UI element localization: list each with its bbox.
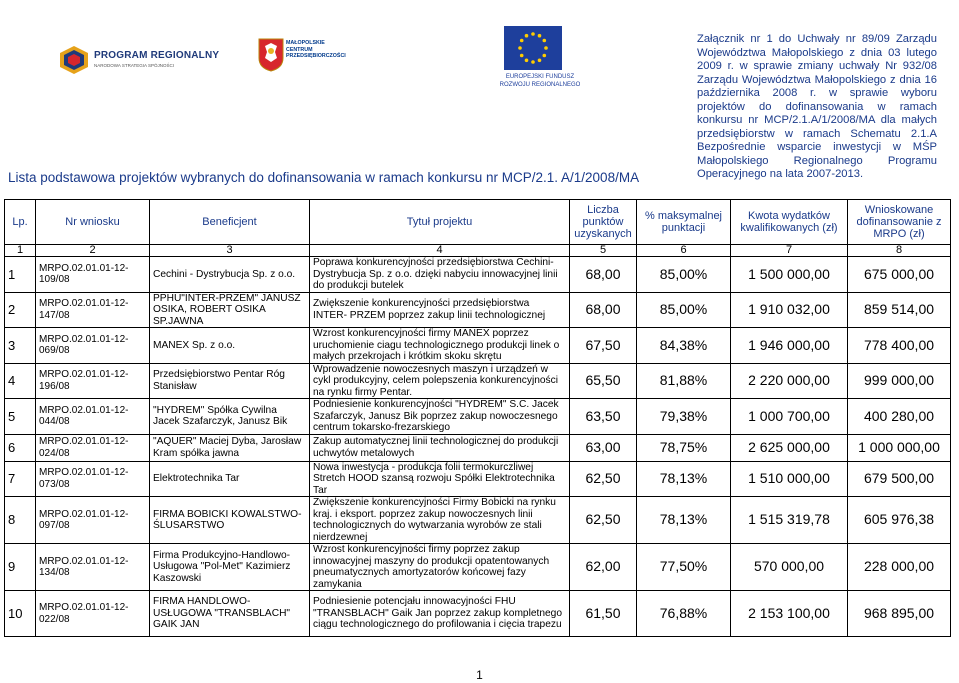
header-punkty: Liczba punktów uzyskanych — [570, 200, 637, 245]
projects-table — [4, 199, 951, 637]
row-procent: 78,13% — [637, 497, 731, 544]
row-nr-wniosku: MRPO.02.01.01-12-024/08 — [36, 434, 150, 461]
row-punkty: 62,50 — [570, 461, 637, 497]
table-row — [5, 434, 951, 461]
row-dofinansowanie: 400 280,00 — [848, 399, 951, 435]
row-punkty: 63,00 — [570, 434, 637, 461]
table-row — [5, 461, 951, 497]
row-procent: 79,38% — [637, 399, 731, 435]
row-kwota: 570 000,00 — [731, 544, 848, 591]
row-lp: 6 — [5, 434, 36, 461]
column-number: 7 — [731, 245, 848, 257]
table-row — [5, 399, 951, 435]
eu-flag-icon — [504, 26, 562, 70]
row-tytul: Poprawa konkurencyjności przedsiębiorstwa Cechini-Dystrybucja Sp. z o.o. dzięki nabyciu innowacyjnej linii do produkcji butelek — [310, 257, 570, 293]
page-number: 1 — [476, 668, 483, 682]
row-dofinansowanie: 679 500,00 — [848, 461, 951, 497]
malopolska-line-3: PRZEDSIĘBIORCZOŚCI — [286, 53, 346, 59]
row-beneficjent: FIRMA BOBICKI KOWALSTWO-ŚLUSARSTWO — [150, 497, 310, 544]
row-kwota: 1 515 319,78 — [731, 497, 848, 544]
row-kwota: 2 220 000,00 — [731, 363, 848, 399]
row-beneficjent: MANEX Sp. z o.o. — [150, 328, 310, 364]
row-tytul: Podniesienie potencjału innowacyjności FHU "TRANSBLACH" Gaik Jan poprzez zakup kompletnego ciągu technologicznego do profilowania i cięcia trapezu — [310, 591, 570, 637]
column-number: 3 — [150, 245, 310, 257]
annex-text: Załącznik nr 1 do Uchwały nr 89/09 Zarządu Województwa Małopolskiego z dnia 03 lutego 2009 r. w sprawie zmiany uchwały Nr 932/08 Zarządu Województwa Małopolskiego z dnia 16 października 2008 r. w sprawie wyboru projektów do dofinansowania w ramach konkursu nr MCP/2.1.A/1/2008/MA dla małych przedsiębiorstw w ramach Schematu 2.1.A Bezpośrednie wsparcie inwestycji w MŚP Małopolskiego Regionalnego Programu Operacyjnego na lata 2007-2013. — [697, 33, 937, 180]
row-dofinansowanie: 228 000,00 — [848, 544, 951, 591]
row-beneficjent: "HYDREM" Spółka Cywilna Jacek Szafarczyk, Janusz Bik — [150, 399, 310, 435]
malopolska-logo — [258, 38, 346, 86]
row-nr-wniosku: MRPO.02.01.01-12-147/08 — [36, 292, 150, 328]
program-regionalny-title: PROGRAM REGIONALNY — [94, 50, 220, 61]
malopolska-line-2: CENTRUM — [286, 46, 313, 53]
header-procent: % maksymalnej punktacji — [637, 200, 731, 245]
row-nr-wniosku: MRPO.02.01.01-12-022/08 — [36, 591, 150, 637]
row-beneficjent: Przedsiębiorstwo Pentar Róg Stanisław — [150, 363, 310, 399]
row-punkty: 62,50 — [570, 497, 637, 544]
table-row — [5, 497, 951, 544]
row-tytul: Wzrost konkurencyjności firmy poprzez zakup innowacyjnej maszyny do produkcji opatentowanych pneumatycznych amortyzatorów końcowej fazy zamykania — [310, 544, 570, 591]
malopolska-logo-text — [286, 40, 346, 60]
row-procent: 81,88% — [637, 363, 731, 399]
row-lp: 3 — [5, 328, 36, 364]
row-beneficjent: Elektrotechnika Tar — [150, 461, 310, 497]
table-row — [5, 591, 951, 637]
row-dofinansowanie: 859 514,00 — [848, 292, 951, 328]
row-kwota: 2 153 100,00 — [731, 591, 848, 637]
row-lp: 10 — [5, 591, 36, 637]
row-nr-wniosku: MRPO.02.01.01-12-069/08 — [36, 328, 150, 364]
row-punkty: 68,00 — [570, 292, 637, 328]
row-procent: 78,13% — [637, 461, 731, 497]
row-tytul: Wprowadzenie nowoczesnych maszyn i urządzeń w cykl produkcyjny, celem polepszenia konkurencyjności na rynku firmy Pentar. — [310, 363, 570, 399]
eu-caption — [486, 74, 594, 89]
row-dofinansowanie: 968 895,00 — [848, 591, 951, 637]
table-row — [5, 544, 951, 591]
program-regionalny-logo — [58, 42, 220, 82]
table-body — [5, 257, 951, 637]
row-dofinansowanie: 999 000,00 — [848, 363, 951, 399]
eu-caption-line-2: ROZWOJU REGIONALNEGO — [499, 81, 581, 88]
row-punkty: 68,00 — [570, 257, 637, 293]
table-header — [5, 200, 951, 257]
row-punkty: 67,50 — [570, 328, 637, 364]
row-punkty: 65,50 — [570, 363, 637, 399]
row-nr-wniosku: MRPO.02.01.01-12-134/08 — [36, 544, 150, 591]
header-lp: Lp. — [5, 200, 36, 245]
row-nr-wniosku: MRPO.02.01.01-12-073/08 — [36, 461, 150, 497]
table-row — [5, 257, 951, 293]
row-punkty: 61,50 — [570, 591, 637, 637]
malopolska-line-1: MAŁOPOLSKIE — [286, 40, 325, 46]
eu-caption-line-1: EUROPEJSKI FUNDUSZ — [505, 74, 575, 80]
row-lp: 8 — [5, 497, 36, 544]
eu-logo — [486, 26, 594, 96]
row-lp: 2 — [5, 292, 36, 328]
row-punkty: 63,50 — [570, 399, 637, 435]
row-procent: 78,75% — [637, 434, 731, 461]
row-tytul: Zwiększenie konkurencyjności przedsiębiorstwa INTER- PRZEM poprzez zakup linii technologicznej — [310, 292, 570, 328]
row-dofinansowanie: 675 000,00 — [848, 257, 951, 293]
table-row — [5, 328, 951, 364]
row-dofinansowanie: 1 000 000,00 — [848, 434, 951, 461]
column-number: 2 — [36, 245, 150, 257]
row-lp: 4 — [5, 363, 36, 399]
row-kwota: 2 625 000,00 — [731, 434, 848, 461]
row-lp: 7 — [5, 461, 36, 497]
column-number: 8 — [848, 245, 951, 257]
column-number: 1 — [5, 245, 36, 257]
row-kwota: 1 946 000,00 — [731, 328, 848, 364]
row-tytul: Zwiększenie konkurencyjności Firmy Bobicki na rynku kraj. i eksport. poprzez zakup nowoczesnych linii technologicznych do wytwarzania wyrobów ze stali nierdzewnej — [310, 497, 570, 544]
row-tytul: Podniesienie konkurencyjności "HYDREM" S.C. Jacek Szafarczyk, Janusz Bik poprzez zakup nowoczesnego centrum tokarsko-frezarskiego — [310, 399, 570, 435]
column-number: 5 — [570, 245, 637, 257]
header-kwota: Kwota wydatków kwalifikowanych (zł) — [731, 200, 848, 245]
column-number: 6 — [637, 245, 731, 257]
row-procent: 77,50% — [637, 544, 731, 591]
table-row — [5, 363, 951, 399]
row-tytul: Zakup automatycznej linii technologicznej do produkcji uchwytów metalowych — [310, 434, 570, 461]
row-procent: 84,38% — [637, 328, 731, 364]
row-tytul: Wzrost konkurencyjności firmy MANEX poprzez uruchomienie ciagu technologicznego produkcji linek o małych przekrojach i krótkim skoku skrętu — [310, 328, 570, 364]
row-procent: 85,00% — [637, 257, 731, 293]
row-kwota: 1 510 000,00 — [731, 461, 848, 497]
header-tytul: Tytuł projektu — [310, 200, 570, 245]
column-number: 4 — [310, 245, 570, 257]
program-regionalny-subtitle: NARODOWA STRATEGIA SPÓJNOŚCI — [94, 63, 175, 68]
row-procent: 76,88% — [637, 591, 731, 637]
row-nr-wniosku: MRPO.02.01.01-12-196/08 — [36, 363, 150, 399]
header-dofinansowanie: Wnioskowane dofinansowanie z MRPO (zł) — [848, 200, 951, 245]
malopolska-crest-icon — [258, 38, 284, 72]
row-nr-wniosku: MRPO.02.01.01-12-109/08 — [36, 257, 150, 293]
header-beneficjent: Beneficjent — [150, 200, 310, 245]
row-beneficjent: "AQUER" Maciej Dyba, Jarosław Kram spółka jawna — [150, 434, 310, 461]
table-row — [5, 292, 951, 328]
row-nr-wniosku: MRPO.02.01.01-12-044/08 — [36, 399, 150, 435]
row-lp: 5 — [5, 399, 36, 435]
row-punkty: 62,00 — [570, 544, 637, 591]
row-lp: 1 — [5, 257, 36, 293]
row-lp: 9 — [5, 544, 36, 591]
row-tytul: Nowa inwestycja - produkcja folii termokurczliwej Stretch HOOD szansą rozwoju Spółki Elektrotechnika Tar — [310, 461, 570, 497]
program-regionalny-emblem-icon — [58, 44, 90, 76]
document-title: Lista podstawowa projektów wybranych do dofinansowania w ramach konkursu nr MCP/2.1. A/1/2008/MA — [8, 170, 640, 185]
row-nr-wniosku: MRPO.02.01.01-12-097/08 — [36, 497, 150, 544]
row-dofinansowanie: 605 976,38 — [848, 497, 951, 544]
row-beneficjent: PPHU"INTER-PRZEM" JANUSZ OSIKA, ROBERT OSIKA SP.JAWNA — [150, 292, 310, 328]
header-nr-wniosku: Nr wniosku — [36, 200, 150, 245]
row-kwota: 1 000 700,00 — [731, 399, 848, 435]
row-kwota: 1 910 032,00 — [731, 292, 848, 328]
row-dofinansowanie: 778 400,00 — [848, 328, 951, 364]
row-beneficjent: Firma Produkcyjno-Handlowo-Usługowa "Pol-Met" Kazimierz Kaszowski — [150, 544, 310, 591]
row-procent: 85,00% — [637, 292, 731, 328]
row-beneficjent: FIRMA HANDLOWO-USŁUGOWA "TRANSBLACH" GAIK JAN — [150, 591, 310, 637]
row-kwota: 1 500 000,00 — [731, 257, 848, 293]
row-beneficjent: Cechini - Dystrybucja Sp. z o.o. — [150, 257, 310, 293]
